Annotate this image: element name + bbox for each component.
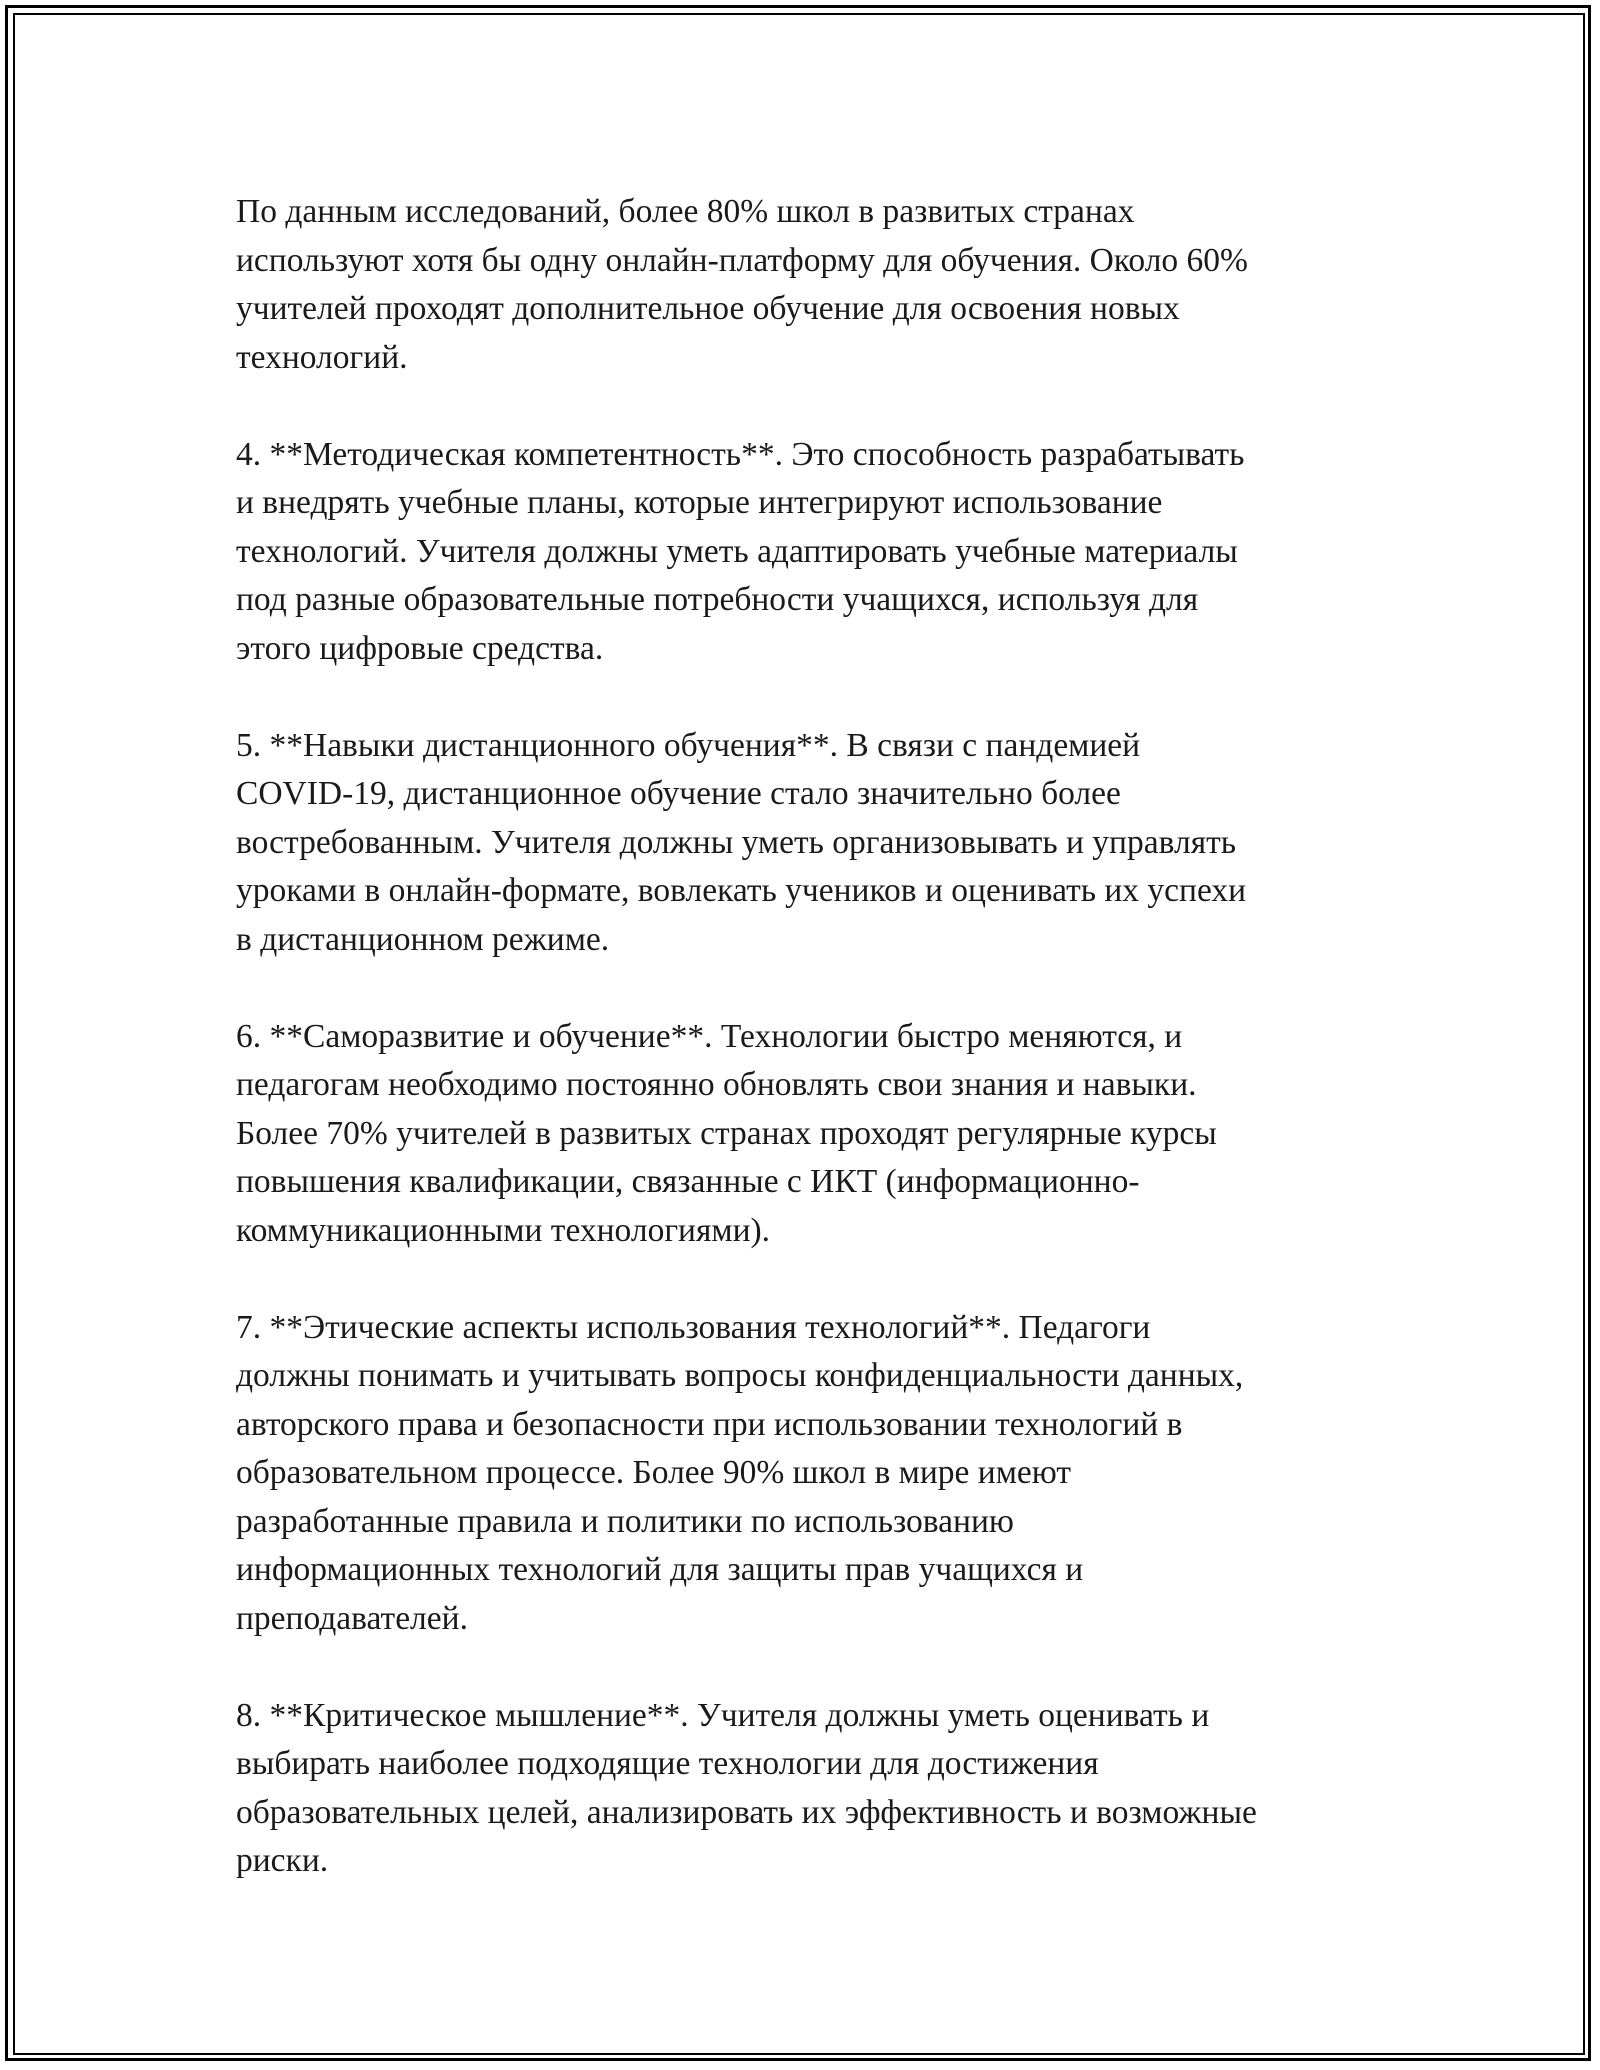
paragraph-item-4: 4. **Методическая компетентность**. Это способность разрабатывать и внедрять учебные планы, которые интегрируют использование технологий. Учителя должны уметь адаптировать учебные материалы под разные образовательные потребности учащихся, используя для этого цифровые средства. — [236, 435, 1245, 667]
paragraph-item-8: 8. **Критическое мышление**. Учителя должны уметь оценивать и выбирать наиболее подходящие технологии для достижения образовательных целей, анализировать их эффективность и возможные риски. — [236, 1696, 1257, 1879]
paragraph-intro: По данным исследований, более 80% школ в развитых странах используют хотя бы одну онлайн-платформу для обучения. Около 60% учителей проходят дополнительное обучение для освоения новых технологий. — [236, 193, 1248, 376]
document-body — [236, 188, 1366, 1886]
paragraph-item-7: 7. **Этические аспекты использования технологий**. Педагоги должны понимать и учитывать вопросы конфиденциальности данных, авторского права и безопасности при использовании технологий в образовательном процессе. Более 90% школ в мире имеют разработанные правила и политики по использованию информационных технологий для защиты прав учащихся и преподавателей. — [236, 1308, 1244, 1637]
paragraph-item-5: 5. **Навыки дистанционного обучения**. В связи с пандемией COVID-19, дистанционное обучение стало значительно более востребованным. Учителя должны уметь организовывать и управлять уроками в онлайн-формате, вовлекать учеников и оценивать их успехи в дистанционном режиме. — [236, 726, 1247, 958]
paragraph-item-6: 6. **Саморазвитие и обучение**. Технологии быстро меняются, и педагогам необходимо постоянно обновлять свои знания и навыки. Более 70% учителей в развитых странах проходят регулярные курсы повышения квалификации, связанные с ИКТ (информационно- коммуникационными технологиями). — [236, 1017, 1217, 1249]
